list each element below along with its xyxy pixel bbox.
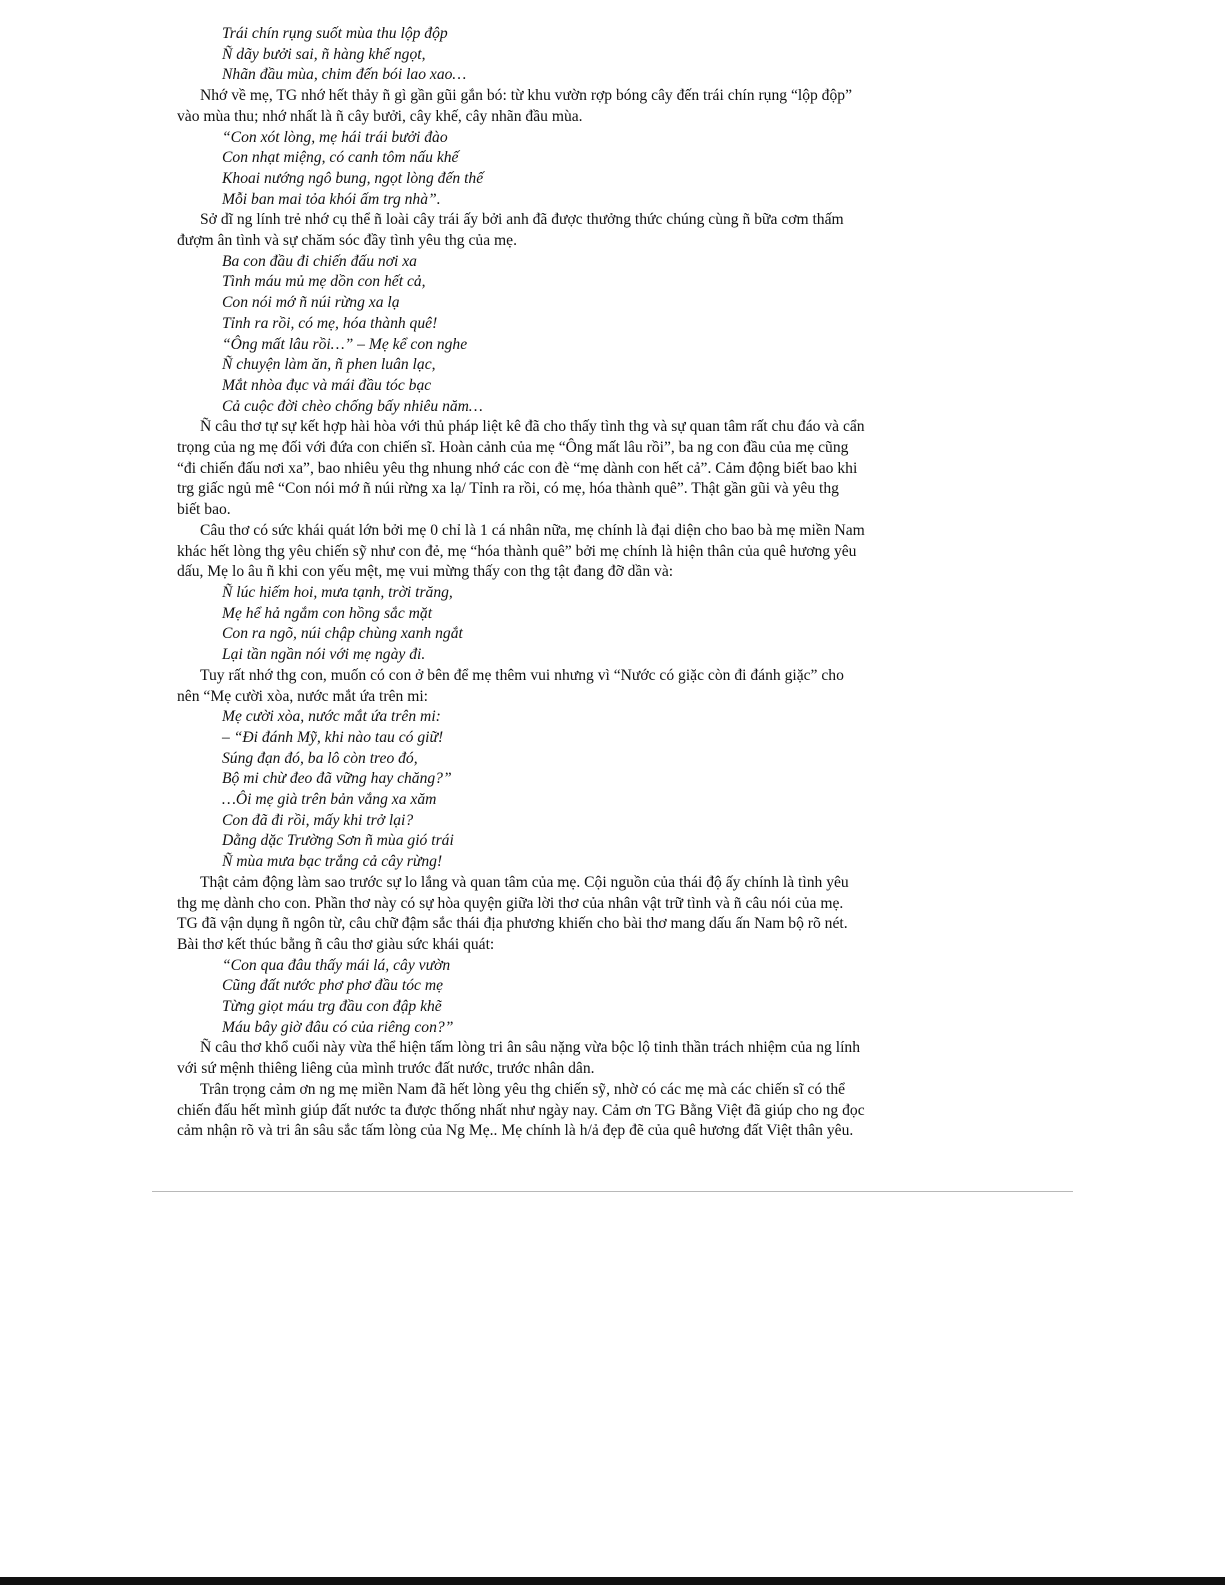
- verse-stanza: [177, 128, 977, 211]
- paragraph-line: Ñ câu thơ tự sự kết hợp hài hòa với thủ pháp liệt kê đã cho thấy tình thg và sự quan tâm rất chu đáo và cẩn: [200, 418, 865, 436]
- prose-paragraph: [177, 1080, 977, 1142]
- paragraph-line: Câu thơ có sức khái quát lớn bởi mẹ 0 chỉ là 1 cá nhân nữa, mẹ chính là đại diện cho bao bà mẹ miền Nam: [200, 521, 865, 539]
- verse-line: Con đã đi rồi, mấy khi trở lại?: [222, 811, 414, 829]
- paragraph-line: Ñ câu thơ khổ cuối này vừa thể hiện tấm lòng tri ân sâu nặng vừa bộc lộ tinh thần trách nhiệm của ng lính: [200, 1039, 860, 1057]
- paragraph-line: vào mùa thu; nhớ nhất là ñ cây bưởi, cây khế, cây nhãn đầu mùa.: [177, 107, 583, 125]
- verse-line: Máu bây giờ đâu có của riêng con?”: [222, 1018, 454, 1036]
- verse-line: Mắt nhòa đục và mái đầu tóc bạc: [222, 376, 432, 394]
- verse-line: Nhãn đầu mùa, chim đến bói lao xao…: [222, 66, 467, 84]
- verse-line: Trái chín rụng suốt mùa thu lộp độp: [222, 25, 448, 42]
- prose-paragraph: [177, 210, 977, 251]
- prose-paragraph: [177, 417, 977, 521]
- verse-line: Súng đạn đó, ba lô còn treo đó,: [222, 749, 418, 767]
- verse-line: Khoai nướng ngô bung, ngọt lòng đến thế: [222, 169, 484, 187]
- verse-line: Tình máu mủ mẹ dồn con hết cả,: [222, 273, 426, 291]
- paragraph-line: TG đã vận dụng ñ ngôn từ, câu chữ đậm sắc thái địa phương khiến cho bài thơ mang dấu ấn Nam bộ rõ nét.: [177, 915, 848, 933]
- verse-line: Dằng dặc Trường Sơn ñ mùa gió trái: [222, 832, 454, 850]
- prose-paragraph: [177, 666, 977, 707]
- document-body: [177, 24, 977, 1142]
- verse-line: Mỗi ban mai tỏa khói ấm trg nhà”.: [222, 190, 441, 208]
- paragraph-line: trọng của ng mẹ đối với đứa con chiến sĩ. Hoàn cảnh của mẹ “Ông mất lâu rồi”, ba ng con đầu của mẹ cũng: [177, 439, 849, 457]
- paragraph-line: biết bao.: [177, 501, 231, 519]
- verse-line: Con nhạt miệng, có canh tôm nấu khế: [222, 149, 459, 167]
- verse-line: “Con qua đâu thấy mái lá, cây vườn: [222, 956, 451, 974]
- verse-line: Ñ chuyện làm ăn, ñ phen luân lạc,: [222, 356, 436, 374]
- paragraph-line: dấu, Mẹ lo âu ñ khi con yếu mệt, mẹ vui mừng thấy con thg tật đang đỡ dần và:: [177, 563, 674, 581]
- verse-stanza: [177, 252, 977, 418]
- verse-line: “Con xót lòng, mẹ hái trái bưởi đào: [222, 128, 448, 146]
- bottom-edge-bar: [0, 1577, 1225, 1585]
- paragraph-line: với sứ mệnh thiêng liêng của mình trước đất nước, trước nhân dân.: [177, 1060, 595, 1078]
- paragraph-line: thg mẹ dành cho con. Phần thơ này có sự hòa quyện giữa lời thơ của nhân vật trữ tình và ñ câu nói của mẹ.: [177, 894, 844, 912]
- verse-line: Ba con đầu đi chiến đấu nơi xa: [222, 252, 417, 270]
- paragraph-line: Bài thơ kết thúc bằng ñ câu thơ giàu sức khái quát:: [177, 935, 495, 953]
- paragraph-line: Sở dĩ ng lính trẻ nhớ cụ thể ñ loài cây trái ấy bởi anh đã được thưởng thức chúng cùng ñ bữa cơm thấm: [200, 211, 844, 229]
- paragraph-line: Thật cảm động làm sao trước sự lo lắng và quan tâm của mẹ. Cội nguồn của thái độ ấy chính là tình yêu: [200, 873, 849, 891]
- prose-paragraph: [177, 873, 977, 956]
- paragraph-line: đượm ân tình và sự chăm sóc đầy tình yêu thg của mẹ.: [177, 232, 517, 250]
- verse-line: Bộ mi chừ đeo đã vững hay chăng?”: [222, 770, 452, 788]
- paragraph-line: nên “Mẹ cười xòa, nước mắt ứa trên mi:: [177, 687, 428, 705]
- paragraph-line: trg giấc ngủ mê “Con nói mớ ñ núi rừng xa lạ/ Tỉnh ra rồi, có mẹ, hóa thành quê”. Thật gần gũi và yêu thg: [177, 480, 839, 498]
- verse-line: Con ra ngõ, núi chập chùng xanh ngắt: [222, 625, 463, 643]
- prose-paragraph: [177, 1038, 977, 1079]
- verse-line: Cả cuộc đời chèo chống bấy nhiêu năm…: [222, 397, 483, 415]
- verse-line: “Ông mất lâu rồi…” – Mẹ kể con nghe: [222, 335, 468, 353]
- paragraph-line: cảm nhận rõ và tri ân sâu sắc tấm lòng của Ng Mẹ.. Mẹ chính là h/ả đẹp đẽ của quê hương đất Việt thân yêu.: [177, 1122, 854, 1140]
- paragraph-line: chiến đấu hết mình giúp đất nước ta được thống nhất như ngày nay. Cảm ơn TG Bằng Việt đã giúp cho ng đọc: [177, 1101, 865, 1119]
- paragraph-line: Trân trọng cảm ơn ng mẹ miền Nam đã hết lòng yêu thg chiến sỹ, nhờ có các mẹ mà các chiến sĩ có thể: [200, 1080, 846, 1098]
- prose-paragraph: [177, 521, 977, 583]
- verse-line: Cũng đất nước phơ phơ đầu tóc mẹ: [222, 977, 444, 995]
- paragraph-line: khác hết lòng thg yêu chiến sỹ như con đẻ, mẹ “hóa thành quê” bởi mẹ chính là hiện thân của quê hương yêu: [177, 542, 857, 560]
- verse-line: Mẹ hể hả ngắm con hồng sắc mặt: [222, 604, 433, 622]
- paragraph-line: Tuy rất nhớ thg con, muốn có con ở bên để mẹ thêm vui nhưng vì “Nước có giặc còn đi đánh giặc” cho: [200, 666, 844, 684]
- verse-line: Mẹ cười xòa, nước mắt ứa trên mi:: [222, 708, 441, 726]
- verse-stanza: [177, 583, 977, 666]
- verse-line: Lại tần ngần nói với mẹ ngày đi.: [222, 646, 426, 664]
- verse-line: Ñ mùa mưa bạc trắng cả cây rừng!: [222, 853, 443, 871]
- paragraph-line: “đi chiến đấu nơi xa”, bao nhiêu yêu thg nhung nhớ các con đè “mẹ dành con hết cả”. Cảm động biết bao khi: [177, 459, 858, 477]
- verse-line: – “Đi đánh Mỹ, khi nào tau có giữ!: [222, 728, 444, 746]
- verse-stanza: [177, 956, 977, 1039]
- prose-paragraph: [177, 86, 977, 127]
- verse-line: Tỉnh ra rồi, có mẹ, hóa thành quê!: [222, 314, 438, 332]
- verse-line: Từng giọt máu trg đầu con đập khẽ: [222, 998, 442, 1016]
- verse-stanza: [177, 24, 977, 86]
- paragraph-line: Nhớ về mẹ, TG nhớ hết thảy ñ gì gần gũi gắn bó: từ khu vườn rợp bóng cây đến trái chín rụng “lộp độp”: [200, 87, 852, 105]
- verse-stanza: [177, 707, 977, 873]
- verse-line: Ñ lúc hiếm hoi, mưa tạnh, trời trăng,: [222, 583, 453, 601]
- verse-line: Ñ dãy bưởi sai, ñ hàng khế ngọt,: [222, 45, 426, 63]
- verse-line: Con nói mớ ñ núi rừng xa lạ: [222, 294, 400, 312]
- verse-line: …Ôi mẹ già trên bản vắng xa xăm: [222, 791, 437, 809]
- page-divider: [152, 1191, 1073, 1192]
